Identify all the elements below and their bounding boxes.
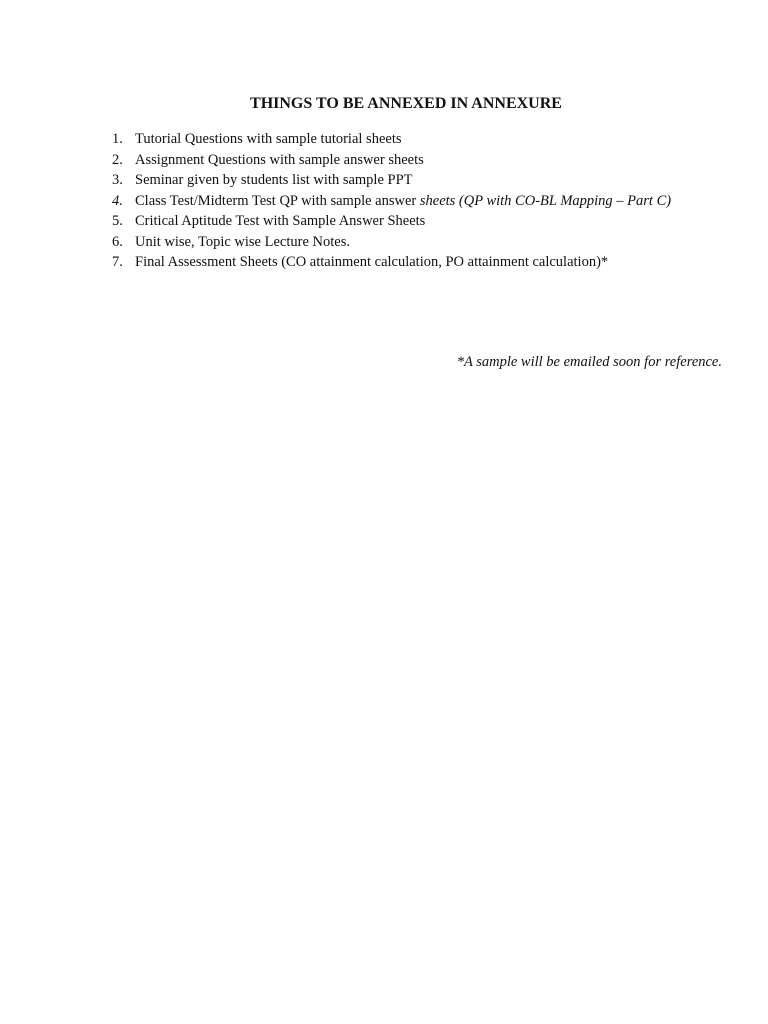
list-item-text: Tutorial Questions with sample tutorial sheets bbox=[135, 131, 402, 147]
list-item-number: 7. bbox=[112, 254, 123, 270]
list-item-number: 4. bbox=[112, 192, 123, 209]
list-item-text: Seminar given by students list with sample PPT bbox=[135, 172, 413, 188]
list-item-number: 5. bbox=[112, 213, 123, 229]
list-item-number: 3. bbox=[112, 172, 123, 188]
list-item-number: 6. bbox=[112, 233, 123, 250]
list-item bbox=[108, 211, 748, 232]
page-title: THINGS TO BE ANNEXED IN ANNEXURE bbox=[250, 95, 562, 112]
list-item-text: Assignment Questions with sample answer sheets bbox=[135, 151, 424, 168]
list-item-text-italic: sheets (QP with CO-BL Mapping – Part C) bbox=[419, 192, 672, 209]
footnote: *A sample will be emailed soon for reference. bbox=[456, 354, 722, 370]
list-item bbox=[108, 191, 748, 212]
list-item bbox=[108, 129, 748, 150]
list-item bbox=[108, 150, 748, 171]
list-item-text: Critical Aptitude Test with Sample Answer Sheets bbox=[135, 213, 426, 229]
list-item-text-wrapper bbox=[135, 191, 671, 212]
list-item-text: Unit wise, Topic wise Lecture Notes. bbox=[135, 233, 350, 250]
list-item bbox=[108, 252, 748, 273]
list-item bbox=[108, 232, 748, 253]
list-item-text: Class Test/Midterm Test QP with sample answer bbox=[135, 192, 420, 209]
list-item-number: 1. bbox=[112, 131, 123, 147]
list-item bbox=[108, 170, 748, 191]
list-item-text: Final Assessment Sheets (CO attainment calculation, PO attainment calculation)* bbox=[135, 254, 609, 270]
annexure-list bbox=[108, 129, 748, 273]
list-item-number: 2. bbox=[112, 151, 123, 168]
